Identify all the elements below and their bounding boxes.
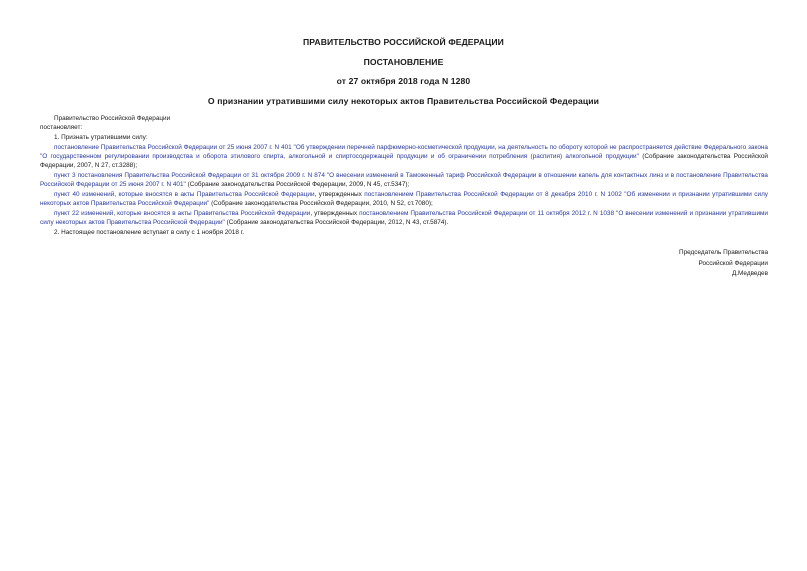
act-source: (Собрание законодательства Российской Федерации, 2007, N 27, ст.3288);	[40, 152, 769, 169]
item-1-heading: 1. Признать утратившими силу:	[54, 133, 148, 141]
signature-block	[679, 248, 768, 280]
act-link[interactable]: постановлением Правительства Российской Федерации от 8 декабря 2010 г. N 1002 "Об изменении и признании утратившими силу некоторых актов Правительства Российской Федерации"	[40, 190, 768, 207]
document-date-number: от 27 октября 2018 года N 1280	[336, 76, 471, 86]
repealed-act-4	[40, 210, 768, 227]
document-type: ПОСТАНОВЛЕНИЕ	[363, 57, 444, 67]
repealed-act-1	[40, 144, 768, 170]
act-source: (Собрание законодательства Российской Федерации, 2010, N 52, ст.7080);	[209, 199, 433, 207]
act-connector: , утвержденных	[310, 209, 360, 217]
repealed-act-3	[40, 191, 768, 208]
act-connector: , утвержденных	[314, 190, 365, 198]
act-link[interactable]: пункт 22 изменений, которые вносятся в акты Правительства Российской Федерации	[54, 209, 311, 217]
act-source: (Собрание законодательства Российской Федерации, 2012, N 43, ст.5874).	[224, 218, 449, 226]
signatory-name: Д.Медведев	[731, 270, 768, 277]
act-link[interactable]: постановление Правительства Российской Федерации от 25 июня 2007 г. N 401 "Об утверждении перечней парфюмерно-косметической продукции, на деятельность по обороту которой не распространяется действие Федерального закона "О государственном регулировании производства и оборота этилового спирта, алкогольной и спиртосодержащей продукции и об ограничении потребления (распития) алкогольной продукции"	[40, 144, 768, 160]
act-source: (Собрание законодательства Российской Федерации, 2009, N 45, ст.5347);	[185, 180, 410, 188]
intro-line-1: Правительство Российской Федерации	[54, 115, 171, 122]
signatory-position: Председатель Правительства	[679, 249, 768, 256]
signatory-organization: Российской Федерации	[698, 259, 768, 267]
act-link[interactable]: постановлением Правительства Российской Федерации от 11 октября 2012 г. N 1038 "О внесении изменений и признании утратившими силу некоторых актов Правительства Российской Федерации"	[40, 209, 768, 226]
document-body	[40, 115, 768, 238]
repealed-act-2	[40, 172, 768, 189]
document-title: О признании утратившими силу некоторых актов Правительства Российской Федерации	[207, 96, 600, 106]
intro-line-2: постановляет:	[40, 123, 83, 131]
act-link[interactable]: пункт 3 постановления Правительства Российской Федерации от 31 октября 2009 г. N 874 "О внесении изменений в Таможенный тариф Российской Федерации в отношении капель для контактных линз и в постановление Правительства Российской Федерации от 25 июня 2007 г. N 401"	[40, 171, 768, 188]
issuing-authority: ПРАВИТЕЛЬСТВО РОССИЙСКОЙ ФЕДЕРАЦИИ	[303, 37, 504, 47]
item-2-effective-date: 2. Настоящее постановление вступает в силу с 1 ноября 2018 г.	[54, 228, 245, 236]
act-link[interactable]: пункт 40 изменений, которые вносятся в акты Правительства Российской Федерации	[54, 190, 315, 198]
